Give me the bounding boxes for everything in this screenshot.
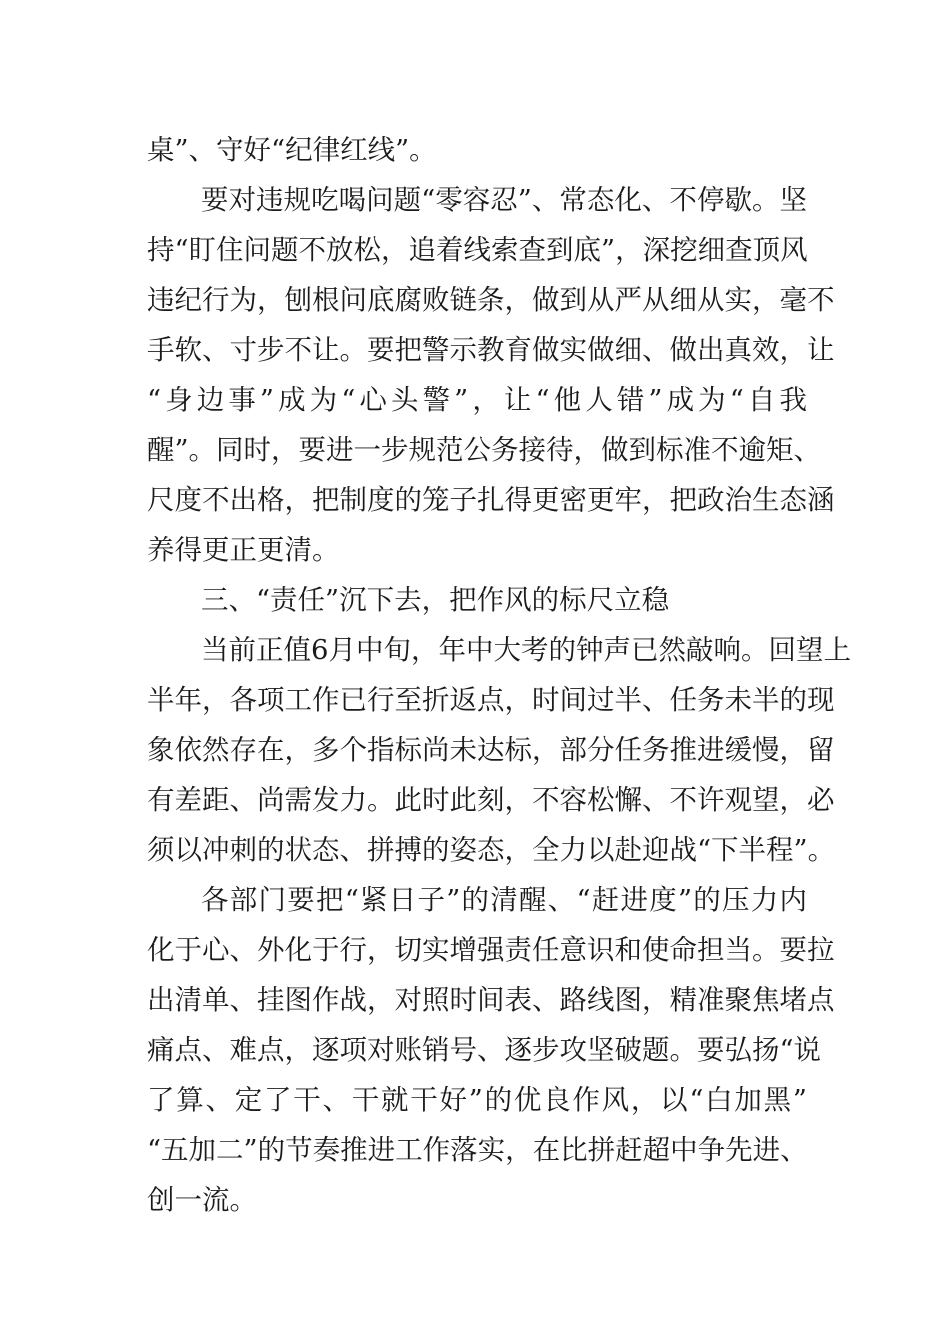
paragraph-line: 违纪行为，刨根问底腐败链条，做到从严从细从实，毫不 (147, 284, 835, 316)
paragraph-line: 出清单、挂图作战，对照时间表、路线图，精准聚焦堵点 (147, 984, 835, 1016)
paragraph-line: 须以冲刺的状态、拼搏的姿态，全力以赴迎战“下半程”。 (147, 834, 836, 866)
paragraph-line: 醒”。同时，要进一步规范公务接待，做到标准不逾矩、 (147, 434, 822, 466)
paragraph-line: 创一流。 (147, 1184, 257, 1216)
paragraph-line: 要对违规吃喝问题“零容忍”、常态化、不停歇。坚 (201, 184, 807, 216)
section-heading: 三、“责任”沉下去，把作风的标尺立稳 (201, 584, 670, 616)
paragraph-line: 尺度不出格，把制度的笼子扎得更密更牢，把政治生态涵 (147, 484, 835, 516)
paragraph-line: 养得更正更清。 (147, 534, 340, 566)
paragraph-line: 当前正值6月中旬，年中大考的钟声已然敲响。回望上 (201, 634, 851, 666)
paragraph-line: 各部门要把“紧日子”的清醒、“赶进度”的压力内 (201, 884, 807, 916)
paragraph-line: 了算、定了干、干就干好”的优良作风，以“白加黑” (147, 1084, 807, 1116)
paragraph-line: 手软、寸步不让。要把警示教育做实做细、做出真效，让 (147, 334, 835, 366)
paragraph-line: “五加二”的节奏推进工作落实，在比拼赶超中争先进、 (147, 1134, 808, 1166)
paragraph-line: 有差距、尚需发力。此时此刻，不容松懈、不许观望，必 (147, 784, 835, 816)
paragraph-line: 象依然存在，多个指标尚未达标，部分任务推进缓慢，留 (147, 734, 835, 766)
paragraph-line: 化于心、外化于行，切实增强责任意识和使命担当。要拉 (147, 934, 835, 966)
paragraph-line: 痛点、难点，逐项对账销号、逐步攻坚破题。要弘扬“说 (147, 1034, 822, 1066)
paragraph-line: 持“盯住问题不放松，追着线索查到底”，深挖细查顶风 (147, 234, 808, 266)
paragraph-line: 桌”、守好“纪律红线”。 (147, 134, 437, 166)
paragraph-line: 半年，各项工作已行至折返点，时间过半、任务未半的现 (147, 684, 835, 716)
paragraph-line: “身边事”成为“心头警”，让“他人错”成为“自我 (147, 384, 807, 416)
